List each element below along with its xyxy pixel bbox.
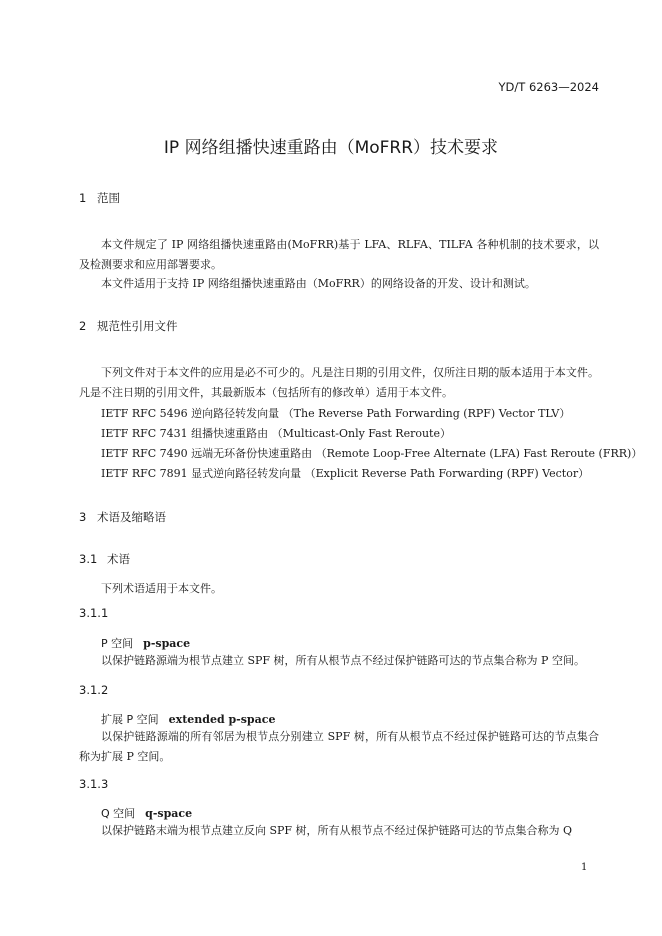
reference-item: IETF RFC 5496 逆向路径转发向量 （The Reverse Path Forwarding (RPF) Vector TLV） bbox=[101, 407, 571, 420]
term-chinese: P 空间 bbox=[101, 637, 134, 650]
term-definition: 以保护链路源端为根节点建立 SPF 树，所有从根节点不经过保护链路可达的节点集合称为 P 空间。 bbox=[101, 654, 585, 667]
reference-item: IETF RFC 7891 显式逆向路径转发向量 （Explicit Reverse Path Forwarding (RPF) Vector） bbox=[101, 467, 590, 480]
term-definition: 以保护链路末端为根节点建立反向 SPF 树，所有从根节点不经过保护链路可达的节点集合称为 Q bbox=[101, 824, 573, 837]
term-heading bbox=[101, 635, 190, 651]
terms-intro: 下列术语适用于本文件。 bbox=[101, 582, 222, 595]
term-chinese: 扩展 P 空间 bbox=[101, 713, 159, 726]
section-title: 术语及缩略语 bbox=[97, 510, 166, 524]
subsection-number: 3.1 bbox=[79, 552, 98, 566]
clause-number: 3.1.3 bbox=[79, 777, 109, 791]
term-chinese: Q 空间 bbox=[101, 807, 136, 820]
section-number: 3 bbox=[79, 510, 87, 524]
section-2-heading bbox=[79, 318, 178, 334]
section-1-heading bbox=[79, 190, 120, 206]
term-heading bbox=[101, 805, 192, 821]
subsection-3-1-heading bbox=[79, 551, 130, 567]
subsection-title: 术语 bbox=[107, 552, 130, 566]
section-title: 规范性引用文件 bbox=[97, 319, 178, 333]
term-english: q-space bbox=[145, 807, 193, 820]
term-english: extended p-space bbox=[168, 713, 276, 726]
section-number: 1 bbox=[79, 191, 87, 205]
clause-number: 3.1.2 bbox=[79, 683, 109, 697]
normative-intro: 下列文件对于本文件的应用是必不可少的。凡是注日期的引用文件，仅所注日期的版本适用于本文件。凡是不注日期的引用文件，其最新版本（包括所有的修改单）适用于本文件。 bbox=[79, 366, 599, 399]
scope-paragraph-2: 本文件适用于支持 IP 网络组播快速重路由（MoFRR）的网络设备的开发、设计和测试。 bbox=[101, 277, 536, 290]
term-english: p-space bbox=[143, 637, 191, 650]
document-title: IP 网络组播快速重路由（MoFRR）技术要求 bbox=[163, 138, 499, 158]
section-number: 2 bbox=[79, 319, 87, 333]
reference-item: IETF RFC 7490 远端无环备份快速重路由 （Remote Loop-Free Alternate (LFA) Fast Reroute (FRR)） bbox=[101, 447, 643, 460]
page-number: 1 bbox=[581, 862, 588, 873]
section-3-heading bbox=[79, 509, 166, 525]
term-definition: 以保护链路源端的所有邻居为根节点分别建立 SPF 树，所有从根节点不经过保护链路可达的节点集合称为扩展 P 空间。 bbox=[79, 730, 599, 763]
scope-paragraph-1: 本文件规定了 IP 网络组播快速重路由(MoFRR)基于 LFA、RLFA、TILFA 各种机制的技术要求，以及检测要求和应用部署要求。 bbox=[79, 238, 599, 271]
term-heading bbox=[101, 711, 275, 727]
reference-item: IETF RFC 7431 组播快速重路由 （Multicast-Only Fast Reroute） bbox=[101, 427, 451, 440]
section-title: 范围 bbox=[97, 191, 120, 205]
clause-number: 3.1.1 bbox=[79, 606, 109, 620]
standard-code: YD/T 6263—2024 bbox=[498, 80, 599, 94]
